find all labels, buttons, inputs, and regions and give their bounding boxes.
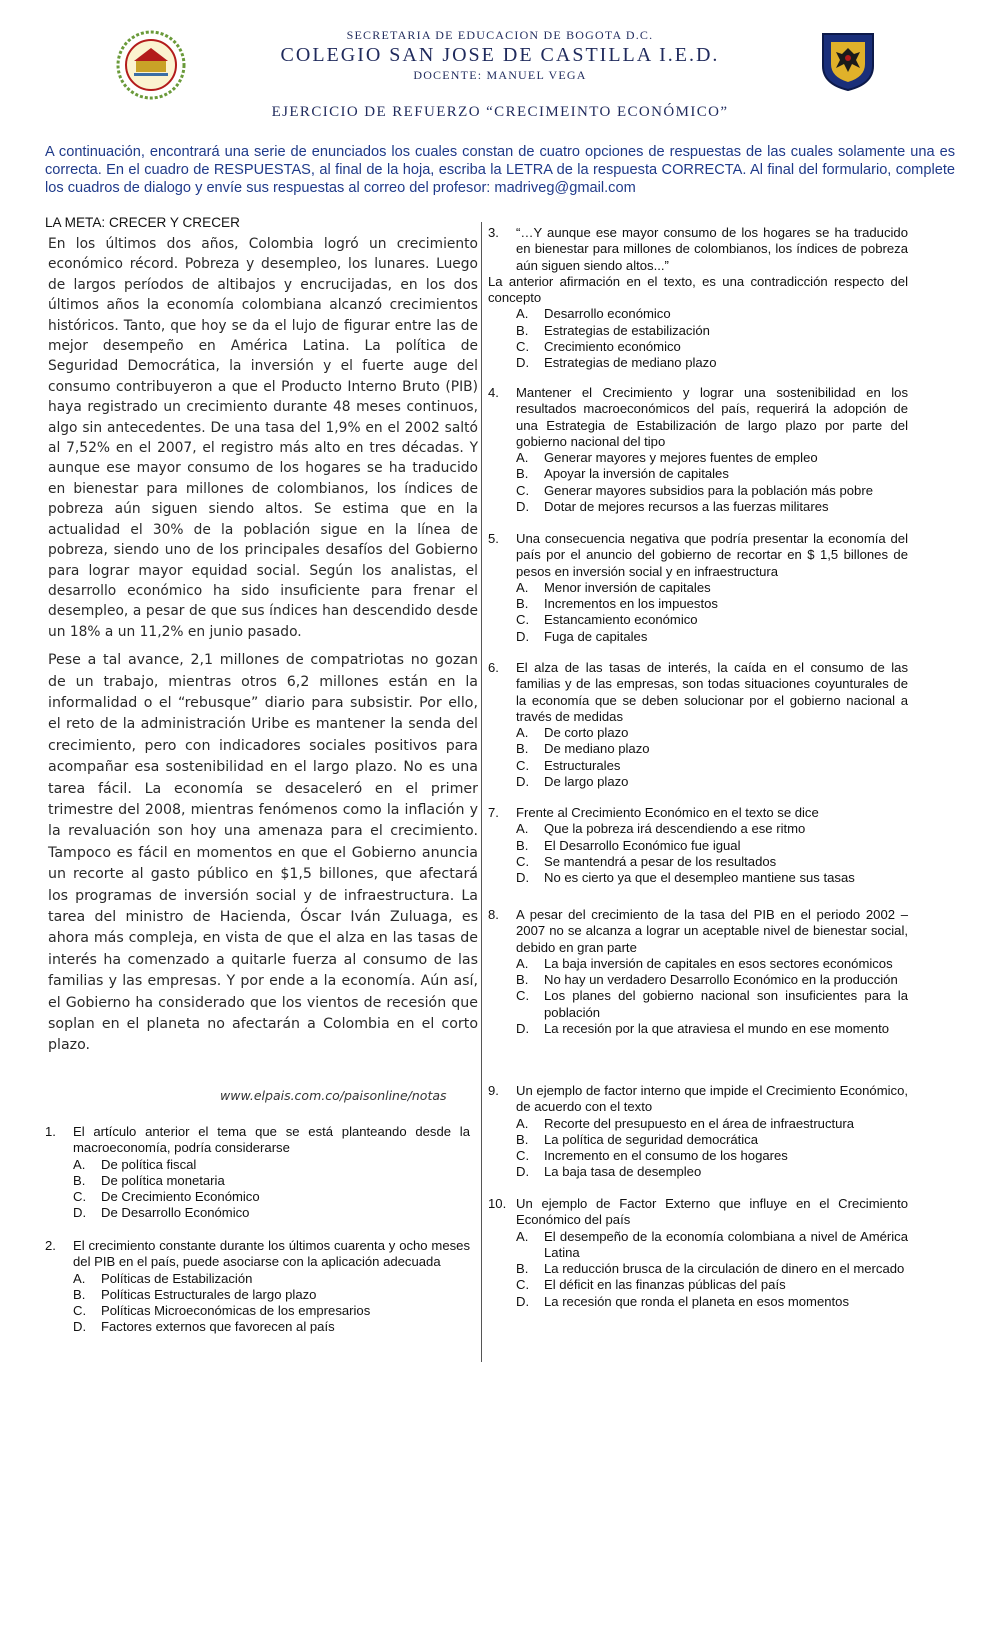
question-number: 6. — [488, 660, 499, 675]
question-stem: El artículo anterior el tema que se está planteando desde la macroeconomía, podría considerarse — [73, 1124, 470, 1156]
option-a: A. Políticas de Estabilización — [73, 1270, 253, 1286]
article-heading: LA META: CRECER Y CRECER — [45, 215, 240, 230]
document-header — [0, 28, 1000, 83]
option-b: B. No hay un verdadero Desarrollo Económico en la producción — [516, 972, 898, 988]
option-d: D. Fuga de capitales — [516, 628, 648, 644]
question-2 — [45, 1238, 470, 1336]
option-c: C. Estructurales — [516, 757, 621, 773]
option-a: A. De política fiscal — [73, 1156, 197, 1172]
question-stem: A pesar del crecimiento de la tasa del PIB en el periodo 2002 – 2007 no se alcanza a lograr un aceptable nivel de bienestar social, debido en gran parte — [516, 907, 908, 955]
question-number: 1. — [45, 1124, 56, 1139]
option-b: B. La política de seguridad democrática — [516, 1131, 758, 1147]
option-d: D. La recesión por la que atraviesa el mundo en ese momento — [516, 1021, 890, 1037]
option-b: B. La reducción brusca de la circulación de dinero en el mercado — [516, 1261, 905, 1277]
question-5 — [488, 531, 908, 645]
option-d: D. Dotar de mejores recursos a las fuerzas militares — [516, 499, 829, 515]
question-8 — [488, 907, 908, 1037]
option-d: D. La baja tasa de desempleo — [516, 1164, 702, 1180]
question-stem: Mantener el Crecimiento y lograr una sostenibilidad en los resultados macroeconómicos del país, requerirá la adopción de una Estrategia de Estabilización de largo plazo por parte del gobierno nacional del tipo — [516, 385, 908, 449]
article-paragraph-2: Pese a tal avance, 2,1 millones de compatriotas no gozan de un trabajo, mientras otros 6,2 millones están en la informalidad o el “rebusque” diario para subsistir. Por ello, el reto de la administración Uribe es mantener la senda del crecimiento, pero con indicadores sociales positivos para acompañar esa sostenibilidad en el largo plazo. No es una tarea fácil. La economía se desaceleró en el primer trimestre del 2008, mientras fenómenos como la inflación y la revaluación son hoy una amenaza para el crecimiento. Tampoco es fácil en momentos en que el Gobierno anuncia un recorte al gasto público en $1,5 billones, que afectará los programas de inversión social y de infraestructura. La tarea del ministro de Hacienda, Óscar Iván Zuluaga, es ahora más compleja, en vista de que el alza en las tasas de interés ha comenzado a quitarle fuerza al consumo de las familias y las empresas. Y por ende a la economía. Aún así, el Gobierno ha considerado que los vientos de recesión que soplan en el planeta no afectarán a Colombia en el corto plazo. — [48, 652, 478, 1054]
option-a: A. Recorte del presupuesto en el área de infraestructura — [516, 1115, 855, 1131]
option-c: C. Incremento en el consumo de los hogares — [516, 1148, 788, 1164]
question-number: 8. — [488, 907, 499, 922]
option-a: A. Desarrollo económico — [516, 306, 671, 322]
secretaria-line: SECRETARIA DE EDUCACION DE BOGOTA D.C. — [346, 28, 654, 42]
question-stem: El crecimiento constante durante los últimos cuarenta y ocho meses del PIB en el país, puede asociarse con la aplicación adecuada — [73, 1238, 470, 1270]
option-d: D. No es cierto ya que el desempleo mantiene sus tasas — [516, 870, 855, 886]
question-1 — [45, 1124, 470, 1222]
question-3 — [488, 225, 908, 372]
question-stem: Un ejemplo de Factor Externo que influye en el Crecimiento Económico del país — [516, 1196, 908, 1228]
column-divider — [481, 222, 482, 1362]
option-b: B. El Desarrollo Económico fue igual — [516, 837, 741, 853]
option-b: B. Políticas Estructurales de largo plazo — [73, 1286, 317, 1302]
question-number: 3. — [488, 225, 499, 240]
question-continuation: La anterior afirmación en el texto, es una contradicción respecto del concepto — [488, 273, 908, 306]
option-b: B. Estrategias de estabilización — [516, 322, 710, 338]
option-b: B. De política monetaria — [73, 1172, 225, 1188]
question-number: 7. — [488, 805, 499, 820]
option-c: C. El déficit en las finanzas públicas del país — [516, 1277, 786, 1293]
question-number: 5. — [488, 531, 499, 546]
question-number: 4. — [488, 385, 499, 400]
instructions: A continuación, encontrará una serie de enunciados los cuales constan de cuatro opciones de respuestas de las cuales solamente una es correcta. En el cuadro de RESPUESTAS, al final de la hoja, escriba la LETRA de la respuesta CORRECTA. Al final del formulario, complete los cuadros de dialogo y envíe sus respuestas al correo del profesor: madriveg@gmail.com — [45, 144, 955, 196]
question-stem: “…Y aunque ese mayor consumo de los hogares se ha traducido en bienestar para millones de colombianos, los índices de pobreza aún siguen siendo altos...” — [516, 225, 908, 273]
option-d: D. Factores externos que favorecen al país — [73, 1319, 335, 1335]
question-number: 9. — [488, 1083, 499, 1098]
option-a: A. Generar mayores y mejores fuentes de empleo — [516, 450, 818, 466]
question-stem: Frente al Crecimiento Económico en el texto se dice — [516, 805, 819, 820]
question-7 — [488, 805, 908, 886]
option-a: A. Menor inversión de capitales — [516, 579, 711, 595]
question-number: 10. — [488, 1196, 507, 1211]
article-paragraph-1: En los últimos dos años, Colombia logró un crecimiento económico récord. Pobreza y desempleo, los lunares. Luego de largos períodos de altibajos y encrucijadas, en los dos últimos años la economía colombiana alcanzó crecimientos históricos. Tanto, que hoy se da el lujo de figurar entre las de mejor desempeño en América Latina. La política de Seguridad Democrática, la inversión y el fuerte auge del consumo contribuyeron a que el Producto Interno Bruto (PIB) haya registrado un crecimiento durante 48 meses continuos, algo sin antecedentes. De una tasa del 1,9% en el 2002 saltó al 7,52% en el 2007, el registro más alto en tres décadas. Y aunque ese mayor consumo de los hogares se ha traducido en bienestar para millones de colombianos, los índices de pobreza aún siguen siendo altos. Se estima que en la actualidad el 30% de la población sigue en la línea de pobreza, siendo uno de los principales desafíos del Gobierno para lograr mayor equidad social. Según los analistas, el desarrollo económico ha sido insuficiente para frenar el desempleo, a pesar de que sus índices han descendido desde un 18% a un 11,2% en junio pasado. — [48, 236, 478, 640]
option-d: D. La recesión que ronda el planeta en esos momentos — [516, 1293, 849, 1309]
question-4 — [488, 385, 908, 515]
colegio-name: COLEGIO SAN JOSE DE CASTILLA I.E.D. — [280, 44, 720, 66]
option-d: D. De largo plazo — [516, 774, 629, 790]
question-stem: El alza de las tasas de interés, la caída en el consumo de las familias y de las empresas, son todas situaciones coyunturales de la economía que se deben solucionar por el gobierno nacional a través de medidas — [516, 660, 908, 724]
option-d: D. Estrategias de mediano plazo — [516, 355, 717, 371]
docente-line: DOCENTE: MANUEL VEGA — [413, 68, 587, 82]
option-c: C. Se mantendrá a pesar de los resultados — [516, 853, 777, 869]
option-c: C. Los planes del gobierno nacional son insuficientes para la población — [516, 988, 908, 1020]
option-d: D. De Desarrollo Económico — [73, 1205, 250, 1221]
page-title: EJERCICIO DE REFUERZO “CRECIMEINTO ECONÓMICO” — [271, 104, 729, 120]
option-c: C. De Crecimiento Económico — [73, 1189, 260, 1205]
question-9 — [488, 1083, 908, 1181]
article-source: www.elpais.com.co/paisonline/notas — [220, 1088, 447, 1103]
option-a: A. De corto plazo — [516, 725, 629, 741]
option-c: C. Estancamiento económico — [516, 612, 698, 628]
option-a: A. La baja inversión de capitales en esos sectores económicos — [516, 955, 893, 971]
question-6 — [488, 660, 908, 790]
option-a: A. Que la pobreza irá descendiendo a ese ritmo — [516, 821, 806, 837]
option-b: B. Apoyar la inversión de capitales — [516, 466, 729, 482]
article-text — [48, 234, 478, 1065]
option-c: C. Generar mayores subsidios para la población más pobre — [516, 482, 873, 498]
option-a: A. El desempeño de la economía colombiana a nivel de América Latina — [516, 1228, 908, 1260]
question-stem: Un ejemplo de factor interno que impide el Crecimiento Económico, de acuerdo con el texto — [516, 1083, 908, 1115]
question-number: 2. — [45, 1238, 56, 1253]
option-c: C. Crecimiento económico — [516, 339, 681, 355]
option-b: B. Incrementos en los impuestos — [516, 596, 718, 612]
question-stem: Una consecuencia negativa que podría presentar la economía del país por el anuncio del gobierno de recortar en $ 1,5 billones de pesos en inversión social y en infraestructura — [516, 531, 908, 579]
question-10 — [488, 1196, 908, 1310]
option-c: C. Políticas Microeconómicas de los empresarios — [73, 1303, 371, 1319]
option-b: B. De mediano plazo — [516, 741, 650, 757]
